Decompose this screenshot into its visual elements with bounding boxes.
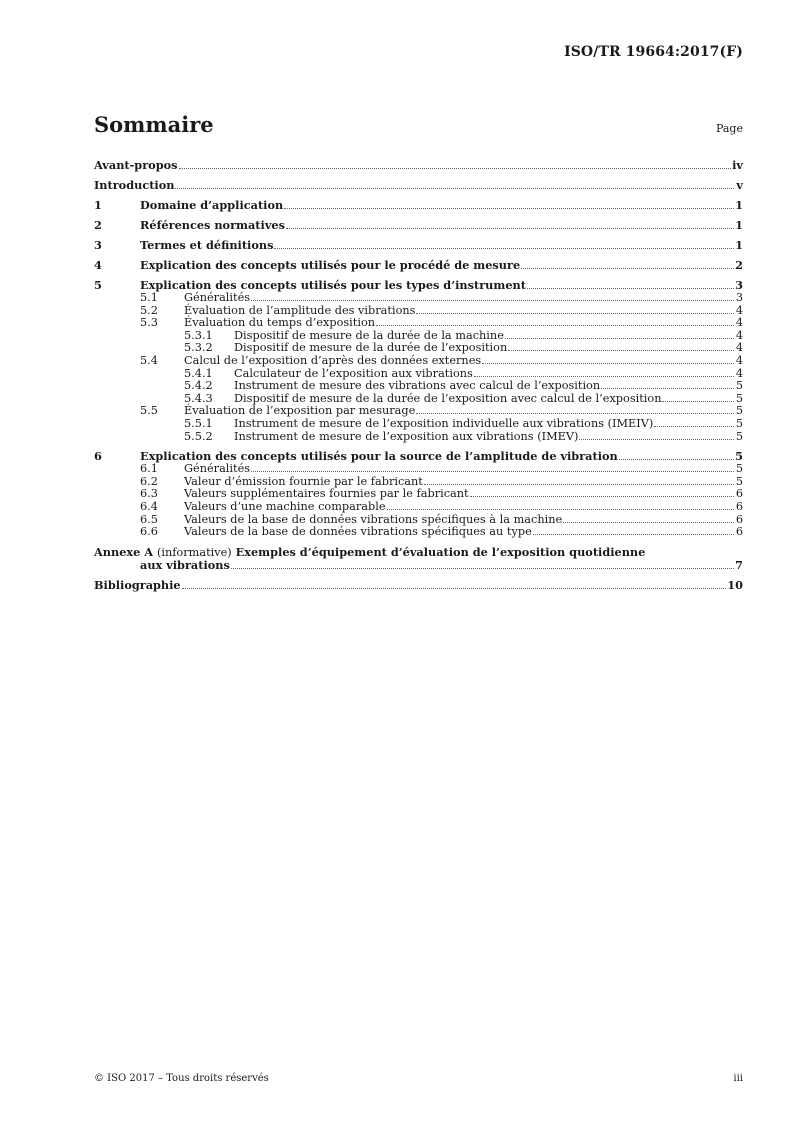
dot-leader	[470, 496, 734, 497]
toc-entry-page: 1	[735, 198, 743, 212]
toc-entry-page: 6	[735, 487, 743, 501]
toc-list	[94, 152, 743, 592]
dot-leader	[251, 300, 734, 301]
toc-entry-title: Valeurs d’une machine comparable	[184, 499, 386, 513]
toc-entry-title: Avant-propos	[94, 158, 178, 172]
annex-page: 7	[735, 558, 743, 573]
toc-entry-number: 6.2	[140, 474, 158, 488]
bibliography-page: 10	[727, 578, 743, 593]
toc-entry-page: v	[736, 178, 743, 192]
toc-entry[interactable]	[94, 179, 743, 192]
dot-leader	[619, 459, 734, 460]
toc-entry-page: iv	[732, 158, 743, 172]
toc-entry[interactable]	[94, 292, 743, 305]
dot-leader	[284, 208, 734, 209]
toc-entry-number: 5.4.1	[184, 366, 213, 380]
toc-entry[interactable]	[94, 317, 743, 330]
copyright-notice: © ISO 2017 – Tous droits réservés	[94, 1073, 269, 1084]
footer-page-number: iii	[733, 1073, 743, 1084]
toc-entry-number: 6.5	[140, 512, 158, 526]
toc-entry-number: 5.2	[140, 303, 158, 317]
toc-entry-number: 5.4	[140, 353, 158, 367]
toc-entry-page: 5	[735, 391, 743, 405]
toc-entry-page: 5	[735, 449, 743, 464]
dot-leader	[416, 313, 734, 314]
toc-entry-title: Explication des concepts utilisés pour la source de l’amplitude de vibration	[140, 449, 618, 464]
toc-entry-page: 4	[735, 316, 743, 330]
toc-entry-page: 5	[735, 379, 743, 393]
toc-entry-title: Calculateur de l’exposition aux vibrations	[234, 366, 473, 380]
toc-entry[interactable]	[94, 199, 743, 212]
dot-leader	[286, 228, 734, 229]
toc-entry-annex-a[interactable]	[94, 546, 743, 573]
toc-entry-title: Termes et définitions	[140, 238, 274, 252]
toc-entry-page: 6	[735, 499, 743, 513]
toc-entry[interactable]	[94, 355, 743, 368]
dot-leader	[579, 439, 734, 440]
toc-entry-page: 4	[735, 353, 743, 367]
toc-header	[94, 112, 743, 137]
dot-leader	[527, 288, 734, 289]
toc-entry-title: Valeur d’émission fournie par le fabricant	[184, 474, 423, 488]
toc-entry-number: 5.5.1	[184, 416, 213, 430]
toc-entry-page: 5	[735, 416, 743, 430]
dot-leader	[482, 363, 734, 364]
toc-entry-title: Instrument de mesure de l’exposition individuelle aux vibrations (IMEIV)	[234, 416, 654, 430]
toc-entry-title: Instrument de mesure des vibrations avec calcul de l’exposition	[234, 379, 601, 393]
toc-entry[interactable]	[94, 219, 743, 232]
toc-entry[interactable]	[94, 526, 743, 539]
toc-entry-number: 5.3.1	[184, 328, 213, 342]
toc-entry-bibliography[interactable]	[94, 579, 743, 592]
toc-entry-title: Dispositif de mesure de la durée de la machine	[234, 328, 504, 342]
toc-entry-title: Introduction	[94, 178, 175, 192]
document-id: ISO/TR 19664:2017(F)	[564, 44, 743, 60]
toc-entry-number: 6.3	[140, 487, 158, 501]
toc-entry-page: 4	[735, 328, 743, 342]
toc-entry[interactable]	[94, 380, 743, 393]
toc-entry-number: 6.6	[140, 525, 158, 539]
toc-entry-page: 5	[735, 404, 743, 418]
toc-entry-number: 5.3.2	[184, 341, 213, 355]
toc-entry-page: 2	[735, 258, 743, 272]
toc-entry-title: Explication des concepts utilisés pour le procédé de mesure	[140, 258, 521, 272]
toc-entry-title: Valeurs de la base de données vibrations spécifiques à la machine	[184, 512, 563, 526]
toc-entry-number: 1	[94, 198, 102, 212]
toc-entry-number: 3	[94, 238, 102, 252]
toc-entry-title: Calcul de l’exposition d’après des données externes	[184, 353, 482, 367]
annex-qualifier: (informative)	[156, 545, 232, 559]
toc-entry-title: Évaluation du temps d’exposition	[184, 316, 376, 330]
dot-leader	[505, 338, 734, 339]
toc-entry-page: 4	[735, 303, 743, 317]
page-column-label: Page	[715, 122, 743, 135]
toc-entry-page: 3	[735, 291, 743, 304]
toc-entry-number: 2	[94, 218, 102, 232]
dot-leader	[424, 484, 734, 485]
annex-title-line-1: Exemples d’équipement d’évaluation de l’exposition quotidienne	[235, 544, 646, 559]
toc-entry-title: Évaluation de l’amplitude des vibrations	[184, 303, 416, 317]
toc-entry-number: 6	[94, 449, 102, 464]
dot-leader	[601, 388, 734, 389]
dot-leader	[563, 522, 734, 523]
toc-entry-title: Références normatives	[140, 218, 285, 232]
toc-entry-number: 5.4.3	[184, 391, 213, 405]
toc-entry-title: Généralités	[184, 462, 251, 476]
toc-entry-page: 3	[735, 278, 743, 292]
toc-entry-number: 6.4	[140, 499, 158, 513]
toc-entry[interactable]	[94, 159, 743, 172]
toc-entry-page: 1	[735, 218, 743, 232]
dot-leader	[521, 268, 734, 269]
toc-entry-page: 4	[735, 341, 743, 355]
toc-entry-number: 6.1	[140, 462, 158, 476]
toc-entry-number: 5.4.2	[184, 379, 213, 393]
toc-entries	[94, 159, 743, 539]
dot-leader	[508, 350, 734, 351]
dot-leader	[251, 471, 734, 472]
dot-leader	[274, 248, 734, 249]
toc-entry[interactable]	[94, 501, 743, 514]
toc-entry-title: Instrument de mesure de l’exposition aux vibrations (IMEV)	[234, 429, 579, 443]
toc-entry[interactable]	[94, 463, 743, 476]
dot-leader	[179, 168, 732, 169]
dot-leader	[387, 509, 734, 510]
toc-entry-number: 5.3	[140, 316, 158, 330]
annex-label: Annexe A	[94, 544, 153, 559]
toc-entry-page: 4	[735, 366, 743, 380]
toc-entry-page: 6	[735, 525, 743, 539]
dot-leader	[376, 325, 734, 326]
page-footer	[94, 1073, 743, 1084]
toc-entry-page: 5	[735, 429, 743, 443]
toc-entry-title: Dispositif de mesure de la durée de l’exposition avec calcul de l’exposition	[234, 391, 662, 405]
dot-leader	[182, 588, 727, 589]
toc-entry-title: Valeurs supplémentaires fournies par le fabricant	[184, 487, 469, 501]
dot-leader	[416, 413, 734, 414]
toc-title: Sommaire	[94, 112, 214, 137]
toc-entry[interactable]	[94, 239, 743, 252]
toc-entry-page: 6	[735, 512, 743, 526]
toc-entry-number: 5.1	[140, 291, 158, 304]
toc-entry[interactable]	[94, 418, 743, 431]
dot-leader	[175, 188, 734, 189]
toc-entry-title: Généralités	[184, 291, 251, 304]
toc-entry-page: 1	[735, 238, 743, 252]
dot-leader	[654, 426, 734, 427]
dot-leader	[533, 534, 734, 535]
annex-title-line-2: aux vibrations	[140, 558, 230, 573]
toc-entry-number: 4	[94, 258, 102, 272]
dot-leader	[474, 376, 734, 377]
toc-entry-title: Évaluation de l’exposition par mesurage	[184, 404, 416, 418]
toc-entry-number: 5	[94, 278, 102, 292]
toc-entry-number: 5.5	[140, 404, 158, 418]
toc-entry[interactable]	[94, 431, 743, 444]
dot-leader	[231, 568, 734, 569]
toc-entry-title: Dispositif de mesure de la durée de l’exposition	[234, 341, 508, 355]
toc-entry-page: 5	[735, 474, 743, 488]
annex-line-2	[94, 559, 743, 572]
toc-entry[interactable]	[94, 259, 743, 272]
toc-entry-title: Valeurs de la base de données vibrations spécifiques au type	[184, 525, 532, 539]
toc-entry-page: 5	[735, 462, 743, 476]
toc-entry-title: Explication des concepts utilisés pour les types d’instrument	[140, 278, 526, 292]
dot-leader	[662, 401, 734, 402]
annex-line-1	[94, 546, 743, 560]
bibliography-title: Bibliographie	[94, 578, 181, 593]
toc-entry-title: Domaine d’application	[140, 198, 284, 212]
toc-entry-number: 5.5.2	[184, 429, 213, 443]
